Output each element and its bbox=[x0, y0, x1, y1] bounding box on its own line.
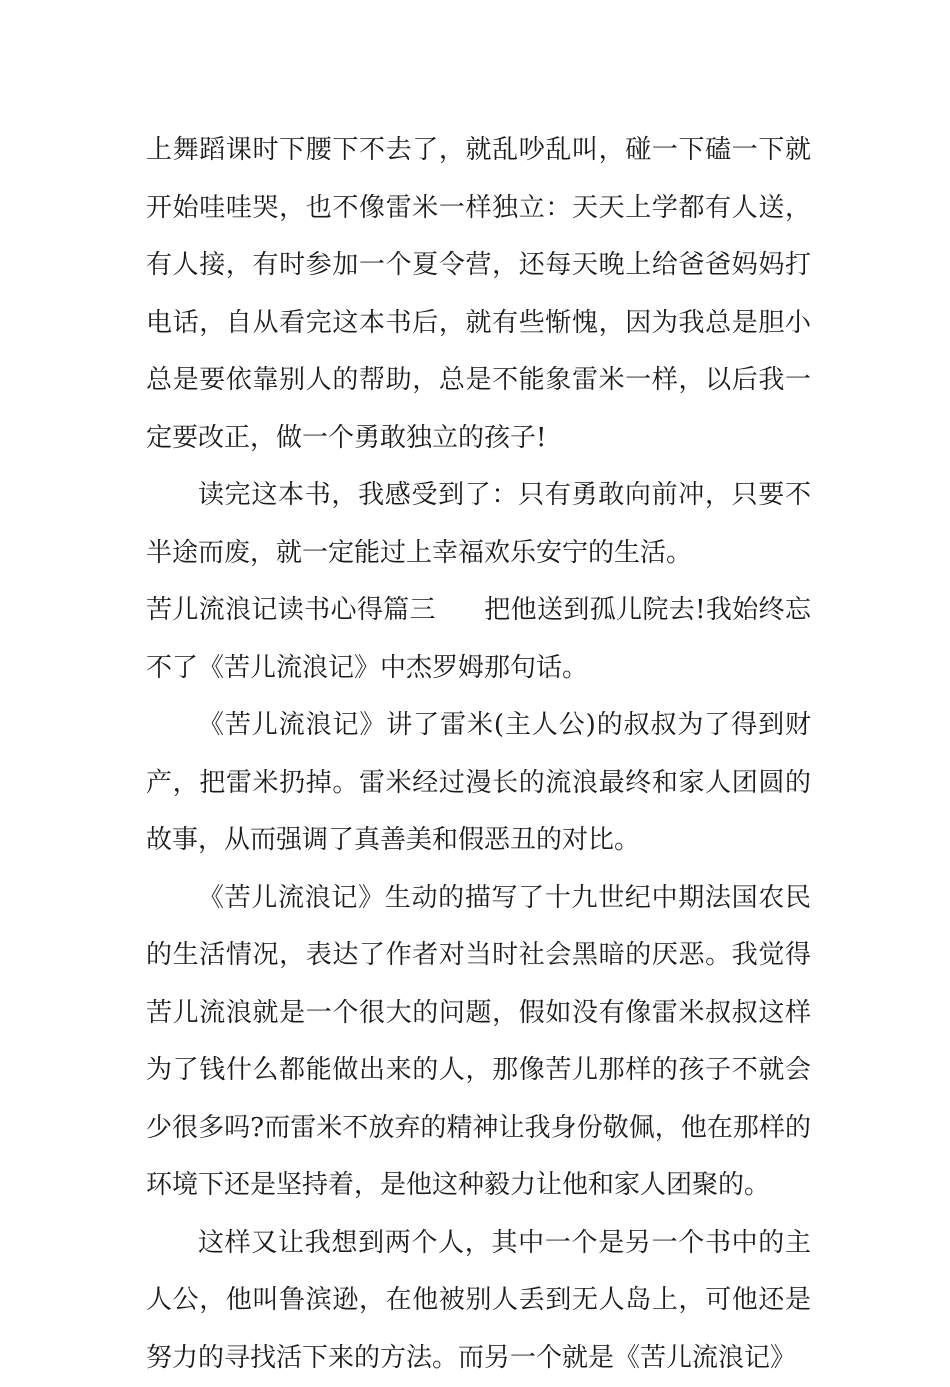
paragraph-summary: 《苦儿流浪记》讲了雷米(主人公)的叔叔为了得到财产，把雷米扔掉。雷米经过漫长的流浪最终和家人团圆的故事，从而强调了真善美和假恶丑的对比。 bbox=[146, 697, 811, 870]
section-title: 苦儿流浪记读书心得篇三 bbox=[146, 595, 436, 625]
section-lead-text: 把他送到孤儿院去!我始终忘不了《苦儿流浪记》中杰罗姆那句话。 bbox=[146, 595, 811, 683]
paragraph-continuation: 上舞蹈课时下腰下不去了，就乱吵乱叫，碰一下磕一下就开始哇哇哭，也不像雷米一样独立：天天上学都有人送，有人接，有时参加一个夏令营，还每天晚上给爸爸妈妈打电话，自从看完这本书后，就有些惭愧，因为我总是胆小总是要依靠别人的帮助，总是不能象雷米一样，以后我一定要改正，做一个勇敢独立的孩子! bbox=[146, 122, 811, 467]
paragraph-conclusion: 读完这本书，我感受到了：只有勇敢向前冲，只要不半途而废，就一定能过上幸福欢乐安宁的生活。 bbox=[146, 467, 811, 582]
paragraph-reflection: 《苦儿流浪记》生动的描写了十九世纪中期法国农民的生活情况，表达了作者对当时社会黑暗的厌恶。我觉得苦儿流浪就是一个很大的问题，假如没有像雷米叔叔这样为了钱什么都能做出来的人，那像苦儿那样的孩子不就会少很多吗?而雷米不放弃的精神让我身份敬佩，他在那样的环境下还是坚持着，是他这种毅力让他和家人团聚的。 bbox=[146, 870, 811, 1215]
paragraph-comparison: 这样又让我想到两个人，其中一个是另一个书中的主人公，他叫鲁滨逊，在他被别人丢到无人岛上，可他还是努力的寻找活下来的方法。而另一个就是《苦儿流浪记》 bbox=[146, 1215, 811, 1387]
section-heading-line bbox=[146, 582, 811, 697]
document-body bbox=[146, 122, 811, 1387]
